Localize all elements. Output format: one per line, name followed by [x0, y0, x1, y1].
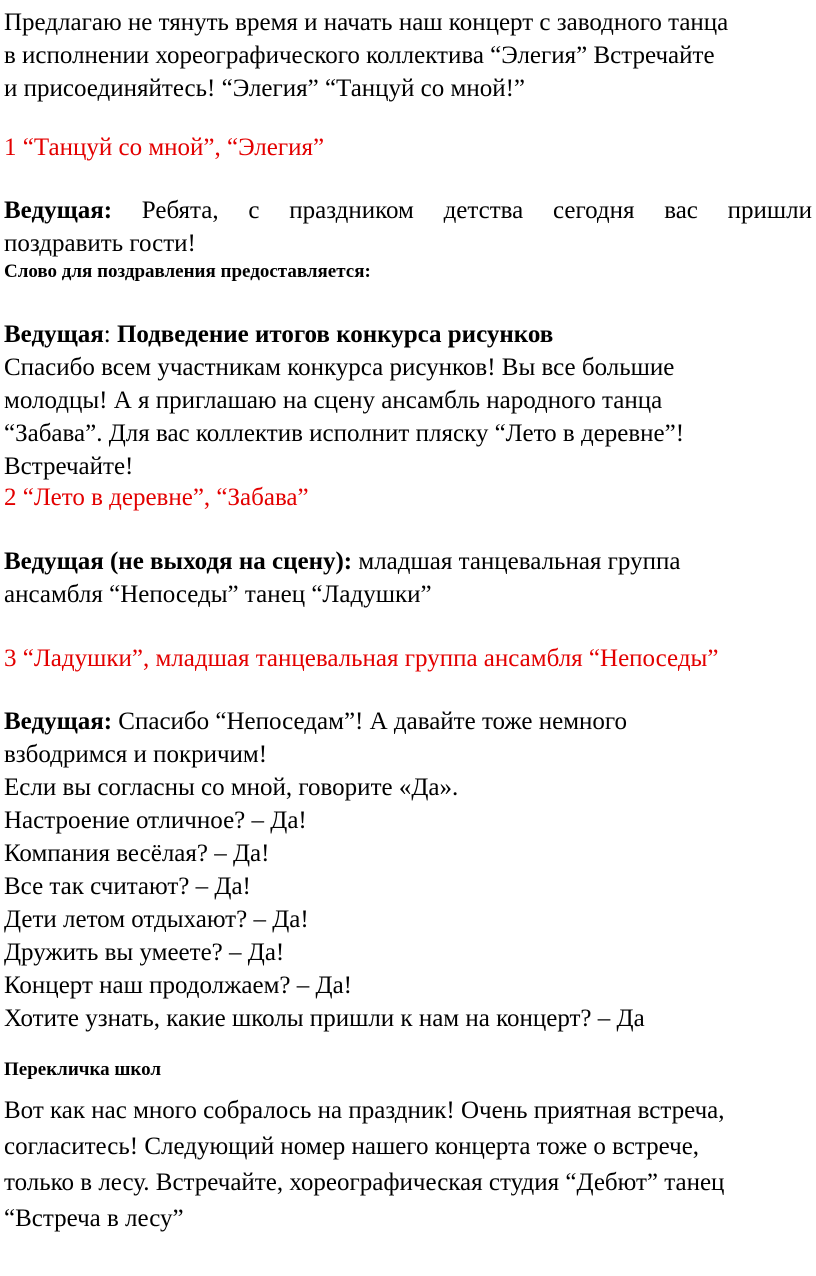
call-response-line: Компания весёлая? – Да! — [4, 840, 270, 867]
junior-group-paragraph — [4, 545, 680, 611]
junior-group-line — [4, 545, 680, 578]
contest-line: Встречайте! — [4, 453, 134, 480]
call-response-line: Все так считают? – Да! — [4, 873, 251, 900]
call-response-line: взбодримся и покричим! — [4, 741, 268, 768]
contest-line: “Забава”. Для вас коллектив исполнит пляску “Лето в деревне”! — [4, 420, 685, 447]
greeting-announcement: Слово для поздравления предоставляется: — [4, 261, 371, 282]
intro-paragraph — [4, 6, 728, 105]
closing-line: согласитесь! Следующий номер нашего концерта тоже о встрече, — [4, 1133, 700, 1160]
speech-text: Ребята, с праздником детства сегодня вас пришли — [112, 197, 812, 224]
contest-heading-line — [4, 318, 684, 351]
colon: : — [103, 321, 111, 348]
closing-line: “Встреча в лесу” — [4, 1205, 184, 1232]
intro-line: в исполнении хореографического коллектива “Элегия” Встречайте — [4, 42, 715, 69]
contest-results-paragraph — [4, 318, 684, 483]
call-response-line: Если вы согласны со мной, говорите «Да». — [4, 774, 459, 801]
closing-line: Вот как нас много собралось на праздник! Очень приятная встреча, — [4, 1097, 725, 1124]
speech-text: Спасибо “Непоседам”! А давайте тоже немного — [112, 708, 628, 735]
speech-text: младшая танцевальная группа — [352, 548, 681, 575]
call-response-paragraph — [4, 705, 645, 1035]
closing-line: только в лесу. Встречайте, хореографическая студия “Дебют” танец — [4, 1169, 725, 1196]
intro-line: и присоединяйтесь! “Элегия” “Танцуй со мной!” — [4, 75, 526, 102]
speaker-label: Ведущая: — [4, 197, 113, 224]
call-response-line: Хотите узнать, какие школы пришли к нам на концерт? – Да — [4, 1005, 645, 1032]
call-response-line — [4, 705, 645, 738]
intro-line: Предлагаю не тянуть время и начать наш концерт с заводного танца — [4, 9, 729, 36]
call-response-line: Дружить вы умеете? – Да! — [4, 939, 285, 966]
call-response-line: Концерт наш продолжаем? – Да! — [4, 972, 352, 999]
section-heading: Подведение итогов конкурса рисунков — [110, 321, 554, 348]
speaker-label: Ведущая: — [4, 708, 113, 735]
closing-paragraph — [4, 1093, 725, 1237]
host-greeting-paragraph — [4, 194, 812, 260]
host-greeting-line — [4, 194, 812, 227]
stage-note: (не выходя на сцену): — [103, 548, 353, 575]
program-item-1: 1 “Танцуй со мной”, “Элегия” — [4, 134, 325, 161]
program-item-2: 2 “Лето в деревне”, “Забава” — [4, 484, 309, 511]
call-response-line: Дети летом отдыхают? – Да! — [4, 906, 309, 933]
call-response-line: Настроение отличное? – Да! — [4, 807, 307, 834]
school-rollcall-heading: Перекличка школ — [4, 1059, 162, 1080]
junior-group-line: ансамбля “Непоседы” танец “Ладушки” — [4, 581, 432, 608]
speaker-label: Ведущая — [4, 548, 104, 575]
speaker-label: Ведущая — [4, 321, 104, 348]
host-greeting-line: поздравить гости! — [4, 230, 196, 257]
program-item-3: 3 “Ладушки”, младшая танцевальная группа ансамбля “Непоседы” — [4, 645, 719, 672]
contest-line: молодцы! А я приглашаю на сцену ансамбль народного танца — [4, 387, 663, 414]
contest-line: Спасибо всем участникам конкурса рисунков! Вы все большие — [4, 354, 675, 381]
